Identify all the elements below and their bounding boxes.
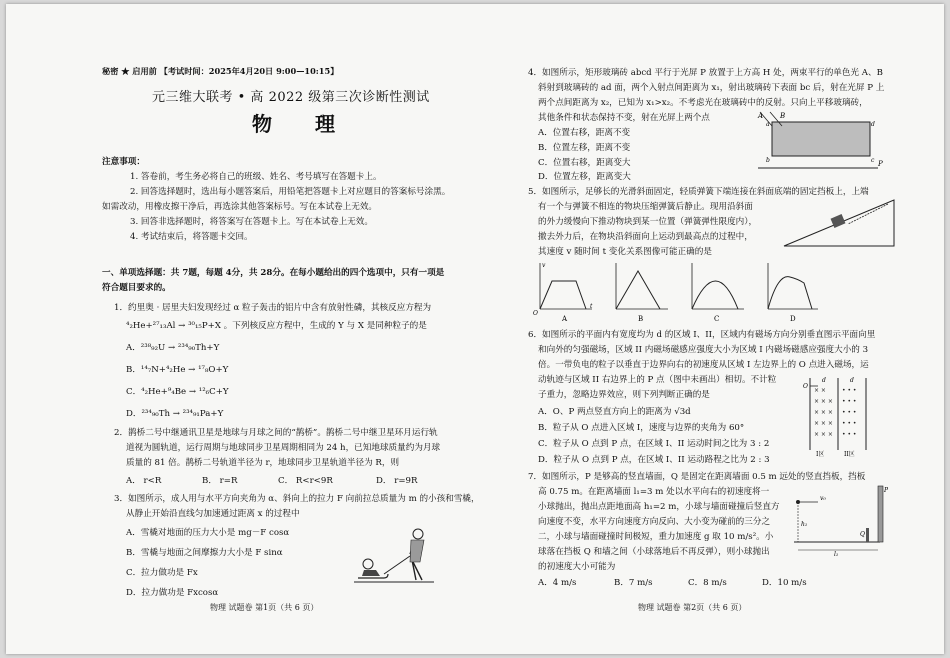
q1-equation: ⁴₂He+²⁷₁₃Al → ³⁰₁₅P+X 。下列核反应方程中，生成的 Y 与 X 是同种粒子的是 [126, 321, 427, 331]
distance-label: l₁ [834, 551, 839, 558]
q7-stem: 7．如图所示，P 是够高的竖直墙面，Q 是固定在距离墙面 0.5 m 远处的竖直挡板，挡板 [528, 472, 866, 482]
svg-text:• • •: • • • [842, 431, 857, 438]
q6-option-c: C．粒子从 O 点到 P 点，在区域 I、II 运动时间之比为 3 : 2 [538, 439, 770, 449]
wall-board-diagram [794, 484, 888, 556]
graph-label-a: A [562, 315, 568, 323]
q2-option-a: A． r<R [126, 476, 162, 486]
q5-stem: 其速度 v 随时间 t 变化关系图像可能正确的是 [538, 247, 712, 257]
q7-stem: 球落在挡板 Q 和墙之间（小球落地后不再反弹），则小球抛出 [538, 547, 770, 557]
label-a: A [758, 112, 764, 120]
q1-option-a: A．²³⁸₉₂U → ²³⁴₉₀Th+Y [126, 343, 220, 353]
exam-sheet [6, 4, 944, 654]
corner-a: a [766, 121, 770, 128]
svg-text:× × ×: × × × [814, 420, 833, 427]
q2-stem: 质量的 81 倍。鹊桥二号轨道半径为 r，地球同步卫星轨道半径为 R，则 [126, 458, 400, 468]
q7-stem: 二，小球与墙面碰撞时间极短，重力加速度 g 取 10 m/s²。小 [538, 532, 774, 542]
label-b: B [780, 112, 786, 120]
note-item: 4. 考试结束后，将答题卡交回。 [130, 232, 253, 242]
graph-b [616, 263, 668, 309]
q6-option-b: B．粒子从 O 点进入区域 I，速度与边界的夹角为 60° [538, 423, 745, 433]
q1-option-b: B．¹⁴₇N+⁴₂He → ¹⁷₈O+Y [126, 365, 229, 375]
exam-title: 元三维大联考 • 高 2022 级第三次诊断性测试 [152, 90, 430, 105]
q1-option-d: D．²³⁴₉₀Th → ²³⁴₉₁Pa+Y [126, 409, 224, 419]
q7-option-d: D．10 m/s [762, 578, 807, 588]
board-label: Q [860, 531, 865, 538]
graph-label-c: C [714, 315, 720, 323]
secret-header: 秘密 ★ 启用前 【考试时间：2025年4月20日 9:00—10:15】 [102, 66, 339, 76]
region-2-label: II区 [844, 451, 855, 458]
svg-text:• • •: • • • [842, 420, 857, 427]
height-label: h₁ [801, 521, 808, 528]
notes-heading: 注意事项： [102, 157, 145, 167]
q1-option-c: C．⁴₂He+⁹₄Be → ¹²₆C+Y [126, 387, 229, 397]
q6-option-d: D．粒子从 O 点到 P 点，在区域 I、II 运动路程之比为 2 : 3 [538, 455, 770, 465]
footer-page-1: 物理 试题卷 第1页（共 6 页） [210, 603, 319, 612]
q7-option-b: B．7 m/s [614, 578, 653, 588]
q4-stem: 斜射到玻璃砖的 ad 面，两个入射点间距离为 x₁，射出玻璃砖下表面 bc 后，射在光屏 P 上 [538, 83, 885, 93]
svg-text:• • •: • • • [842, 398, 857, 405]
q2-option-b: B． r=R [202, 476, 238, 486]
q4-option-b: B．位置左移，距离不变 [538, 143, 631, 153]
note-item: 1. 答卷前，考生务必将自己的班级、姓名、考号填写在答题卡上。 [130, 172, 382, 182]
velocity-label: v₀ [820, 495, 826, 502]
page-1 [6, 4, 480, 654]
corner-c: c [871, 157, 875, 164]
q7-stem: 的初速度大小可能为 [538, 562, 616, 572]
q3-option-a: A．雪橇对地面的压力大小是 mg－F cosα [126, 528, 290, 538]
corner-d: d [871, 121, 875, 128]
incline-diagram [784, 196, 896, 250]
width-label-2: d [850, 377, 854, 384]
q6-stem: 动轨迹与区域 II 右边界上的 P 点（图中未画出）相切。不计粒 [538, 375, 777, 385]
graph-label-b: B [638, 315, 644, 323]
q2-stem: 2．鹊桥二号中继通讯卫星是地球与月球之间的“鹊桥”。鹊桥二号中继卫星环月运行轨 [114, 428, 438, 438]
screen-label: P [878, 160, 883, 168]
region-1-label: I区 [816, 451, 825, 458]
svg-text:• • •: • • • [842, 387, 857, 394]
point-o: O [803, 383, 808, 390]
q4-option-d: D．位置左移，距离变大 [538, 172, 631, 182]
q5-stem: 5．如图所示，足够长的光滑斜面固定，轻质弹簧下端连接在斜面底端的固定挡板上，上端 [528, 187, 869, 197]
q5-stem: 撤去外力后，在物块沿斜面向上运动到最高点的过程中， [538, 232, 753, 242]
page-2 [476, 4, 944, 654]
corner-b: b [766, 157, 770, 164]
q6-stem: 和向外的匀强磁场，区域 II 内磁场磁感应强度大小为区域 I 内磁场磁感应强度大小的 3 [538, 345, 869, 355]
magnetic-field-diagram [802, 376, 872, 458]
q6-option-a: A．O、P 两点竖直方向上的距离为 √3d [538, 407, 691, 417]
svg-text:× × ×: × × × [814, 431, 833, 438]
q5-stem: 有一个与弹簧不相连的物块压缩弹簧后静止。现用沿斜面 [538, 202, 753, 212]
q7-stem: 高 0.75 m。在距离墙面 l₁=3 m 处以水平向右的初速度将一 [538, 487, 770, 497]
axis-v: v [542, 262, 546, 269]
axis-t: t [590, 303, 593, 310]
q3-option-c: C．拉力做功是 Fx [126, 568, 198, 578]
q3-option-d: D．拉力做功是 Fxcosα [126, 588, 219, 598]
note-item: 3. 回答非选择题时，将答案写在答题卡上。写在本试卷上无效。 [130, 217, 373, 227]
q4-stem: 4．如图所示，矩形玻璃砖 abcd 平行于光屏 P 放置于上方高 H 处，两束平行的单色光 A、B [528, 68, 883, 78]
svg-text:× × ×: × × × [814, 409, 833, 416]
q4-stem: 两个点间距离为 x₂，已知为 x₁>x₂。不考虑光在玻璃砖中的反射。只向上平移玻璃砖， [538, 98, 868, 108]
svg-text:× ×: × × [814, 387, 826, 394]
q7-option-c: C．8 m/s [688, 578, 727, 588]
svg-text:• • •: • • • [842, 409, 857, 416]
svg-text:× × ×: × × × [814, 398, 833, 405]
q7-stem: 向速度不变，水平方向速度方向反向、大小变为碰前的三分之 [538, 517, 771, 527]
footer-page-2: 物理 试题卷 第2页（共 6 页） [638, 603, 747, 612]
q7-option-a: A．4 m/s [538, 578, 577, 588]
q3-stem: 从静止开始沿直线匀加速通过距离 x 的过程中 [126, 509, 300, 519]
width-label-1: d [822, 377, 826, 384]
q3-option-b: B．雪橇与地面之间摩擦力大小是 F sinα [126, 548, 283, 558]
q2-option-d: D． r=9R [376, 476, 418, 486]
glass-brick-diagram [758, 112, 884, 170]
subject-title: 物 理 [252, 112, 353, 136]
graph-c [692, 263, 744, 309]
origin: O [533, 310, 538, 317]
q3-stem: 3．如图所示，成人用与水平方向夹角为 α、斜向上的拉力 F 向前拉总质量为 m 的小孩和雪橇， [114, 494, 480, 504]
note-item: 2. 回答选择题时，选出每小题答案后，用铅笔把答题卡上对应题目的答案标号涂黑。 [130, 187, 451, 197]
sled-illustration [354, 526, 434, 588]
vt-graphs [528, 259, 818, 321]
q6-stem: 6．如图所示的平面内有宽度均为 d 的区域 I、II，区域内有磁场方向分别垂直图示平面向里 [528, 330, 876, 340]
q7-stem: 小球抛出，抛出点距地面高 h₁=2 m，小球与墙面碰撞后竖直方 [538, 502, 780, 512]
graph-a [540, 263, 592, 309]
q2-option-c: C． R<r<9R [278, 476, 333, 486]
q4-option-c: C．位置右移，距离变大 [538, 158, 631, 168]
q6-stem: 子重力，忽略边界效应，则下列判断正确的是 [538, 390, 710, 400]
q2-stem: 道视为圆轨道，运行周期与地球同步卫星周期相同为 24 h，已知地球质量约为月球 [126, 443, 441, 453]
q4-stem: 其他条件和状态保持不变，射在光屏上两个点 [538, 113, 710, 123]
note-item: 如需改动，用橡皮擦干净后，再选涂其他答案标号。写在本试卷上无效。 [102, 202, 378, 212]
q5-stem: 的外力缓慢向下推动物块到某一位置（弹簧弹性限度内）， [538, 217, 758, 227]
graph-label-d: D [790, 315, 796, 323]
q4-option-a: A．位置右移，距离不变 [538, 128, 631, 138]
section-heading-cont: 符合题目要求的。 [102, 283, 171, 293]
q1-stem: 1．约里奥 · 居里夫妇发现经过 α 粒子轰击的铝片中含有放射性磷，其核反应方程为 [114, 303, 432, 313]
section-heading: 一、单项选择题：共 7题，每题 4分，共 28分。在每小题给出的四个选项中，只有一项是 [102, 268, 445, 278]
q6-stem: 倍。一带负电的粒子以垂直于边界向右的初速度从区域 I 左边界上的 O 点进入磁场，运 [538, 360, 869, 370]
graph-d [768, 263, 818, 309]
wall-label: P [884, 487, 889, 494]
